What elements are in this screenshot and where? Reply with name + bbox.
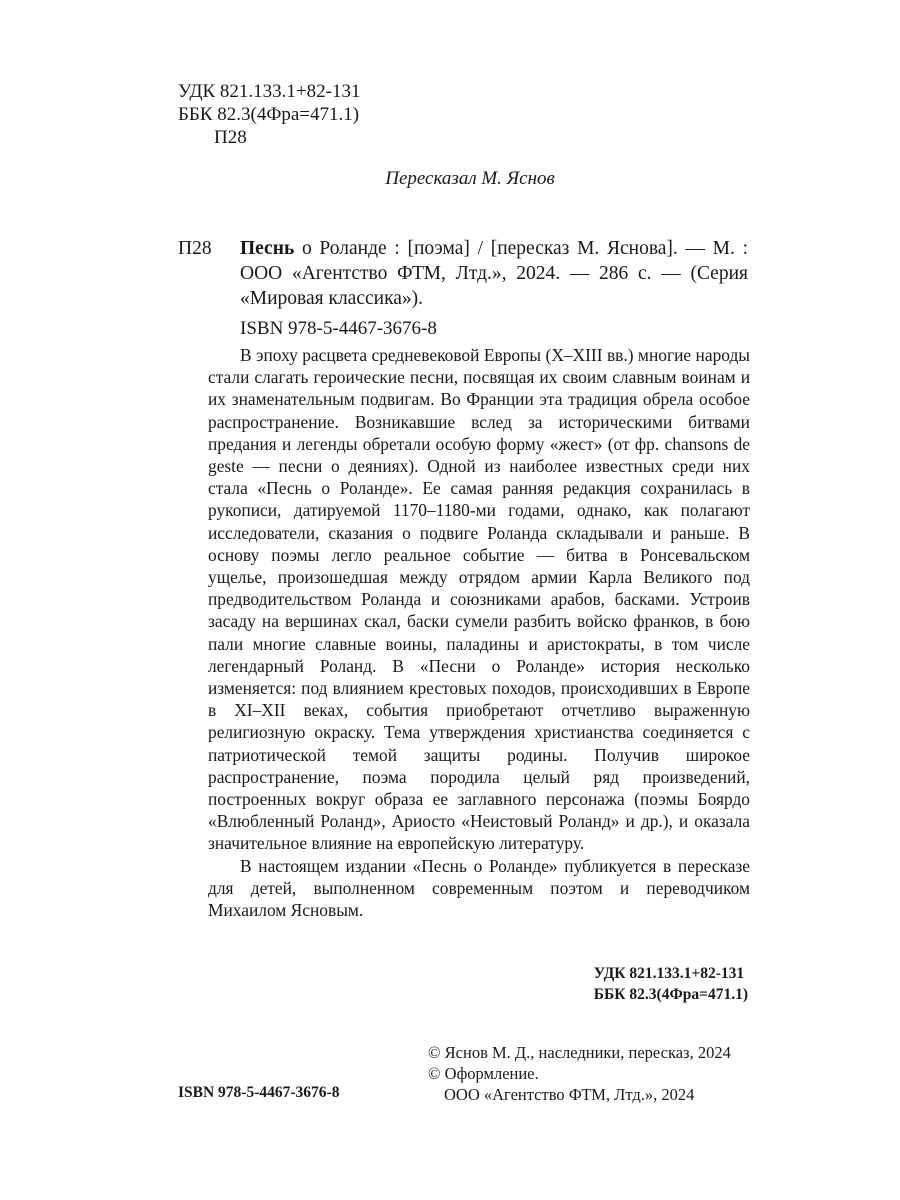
abstract-paragraph-1: В эпоху расцвета средневековой Европы (X–XIII вв.) многие народы стали слагать героические песни, посвящая их своим славным воинам и их знаменательным подвигам. Во Франции эта традиция обрела особое распространение. Возникавшие вслед за историческими битвами предания и легенды обретали особую форму «жест» (от фр. chansons de geste — песни о деяниях). Одной из наиболее известных среди них стала «Песнь о Роланде». Ее самая ранняя редакция сохранилась в рукописи, датируемой 1170–1180-ми годами, однако, как полагают исследователи, сказания о подвиге Роланда складывали и раньше. В основу поэмы легло реальное событие — битва в Ронсевальском ущелье, произошедшая между отрядом армии Карла Великого под предводительством Роланда и союзниками арабов, басками. Устроив засаду на вершинах скал, баски сумели разбить войско франков, в бою пали многие славные воины, паладины и аристократы, в том числе легендарный Роланд. В «Песни о Роланде» история несколько изменяется: под влиянием крестовых походов, происходивших в Европе в XI–XII веках, события приобретают отчетливо выраженную религиозную окраску. Тема утверждения христианства соединяется с патриотической темой защиты родины. Получив широкое распространение, поэма породила целый ряд произведений, построенных вокруг образа ее заглавного персонажа (поэмы Боярдо «Влюбленный Роланд», Ариосто «Неистовый Роланд» и др.), и оказала значительное влияние на европейскую литературу. (208, 345, 750, 854)
copyright-line-2: © Оформление. (428, 1064, 539, 1083)
copyright-line-3: ООО «Агентство ФТМ, Лтд.», 2024 (444, 1085, 695, 1104)
reteller-credit: Пересказал М. Яснов (385, 168, 555, 189)
isbn-bottom: ISBN 978-5-4467-3676-8 (178, 1084, 340, 1101)
bbk-code: ББК 82.3(4Фра=471.1) (178, 104, 360, 125)
author-mark: П28 (214, 127, 247, 148)
footer-udk: УДК 821.133.1+82-131 (593, 965, 745, 982)
copyright-line-1: © Яснов М. Д., наследники, пересказ, 2024 (428, 1043, 731, 1062)
entry-title: Песнь (240, 238, 295, 259)
entry-text (240, 236, 748, 311)
copyright-block (428, 1042, 731, 1105)
bibliographic-entry (178, 236, 748, 311)
abstract-paragraph-2: В настоящем издании «Песнь о Роланде» публикуется в пересказе для детей, выполненном современным поэтом и переводчиком Михаилом Ясновым. (208, 855, 750, 921)
entry-description: о Роланде : [поэма] / [пересказ М. Яснова]. — М. : ООО «Агентство ФТМ, Лтд.», 2024. — 286 с. — (Серия «Мировая классика»). (240, 238, 748, 309)
entry-isbn: ISBN 978-5-4467-3676-8 (240, 318, 437, 339)
footer-codes (594, 963, 748, 1005)
udk-code: УДК 821.133.1+82-131 (178, 81, 361, 102)
footer-bbk: ББК 82.3(4Фра=471.1) (593, 986, 748, 1003)
header-codes (178, 80, 360, 149)
abstract (208, 344, 750, 921)
entry-code: П28 (178, 238, 212, 259)
